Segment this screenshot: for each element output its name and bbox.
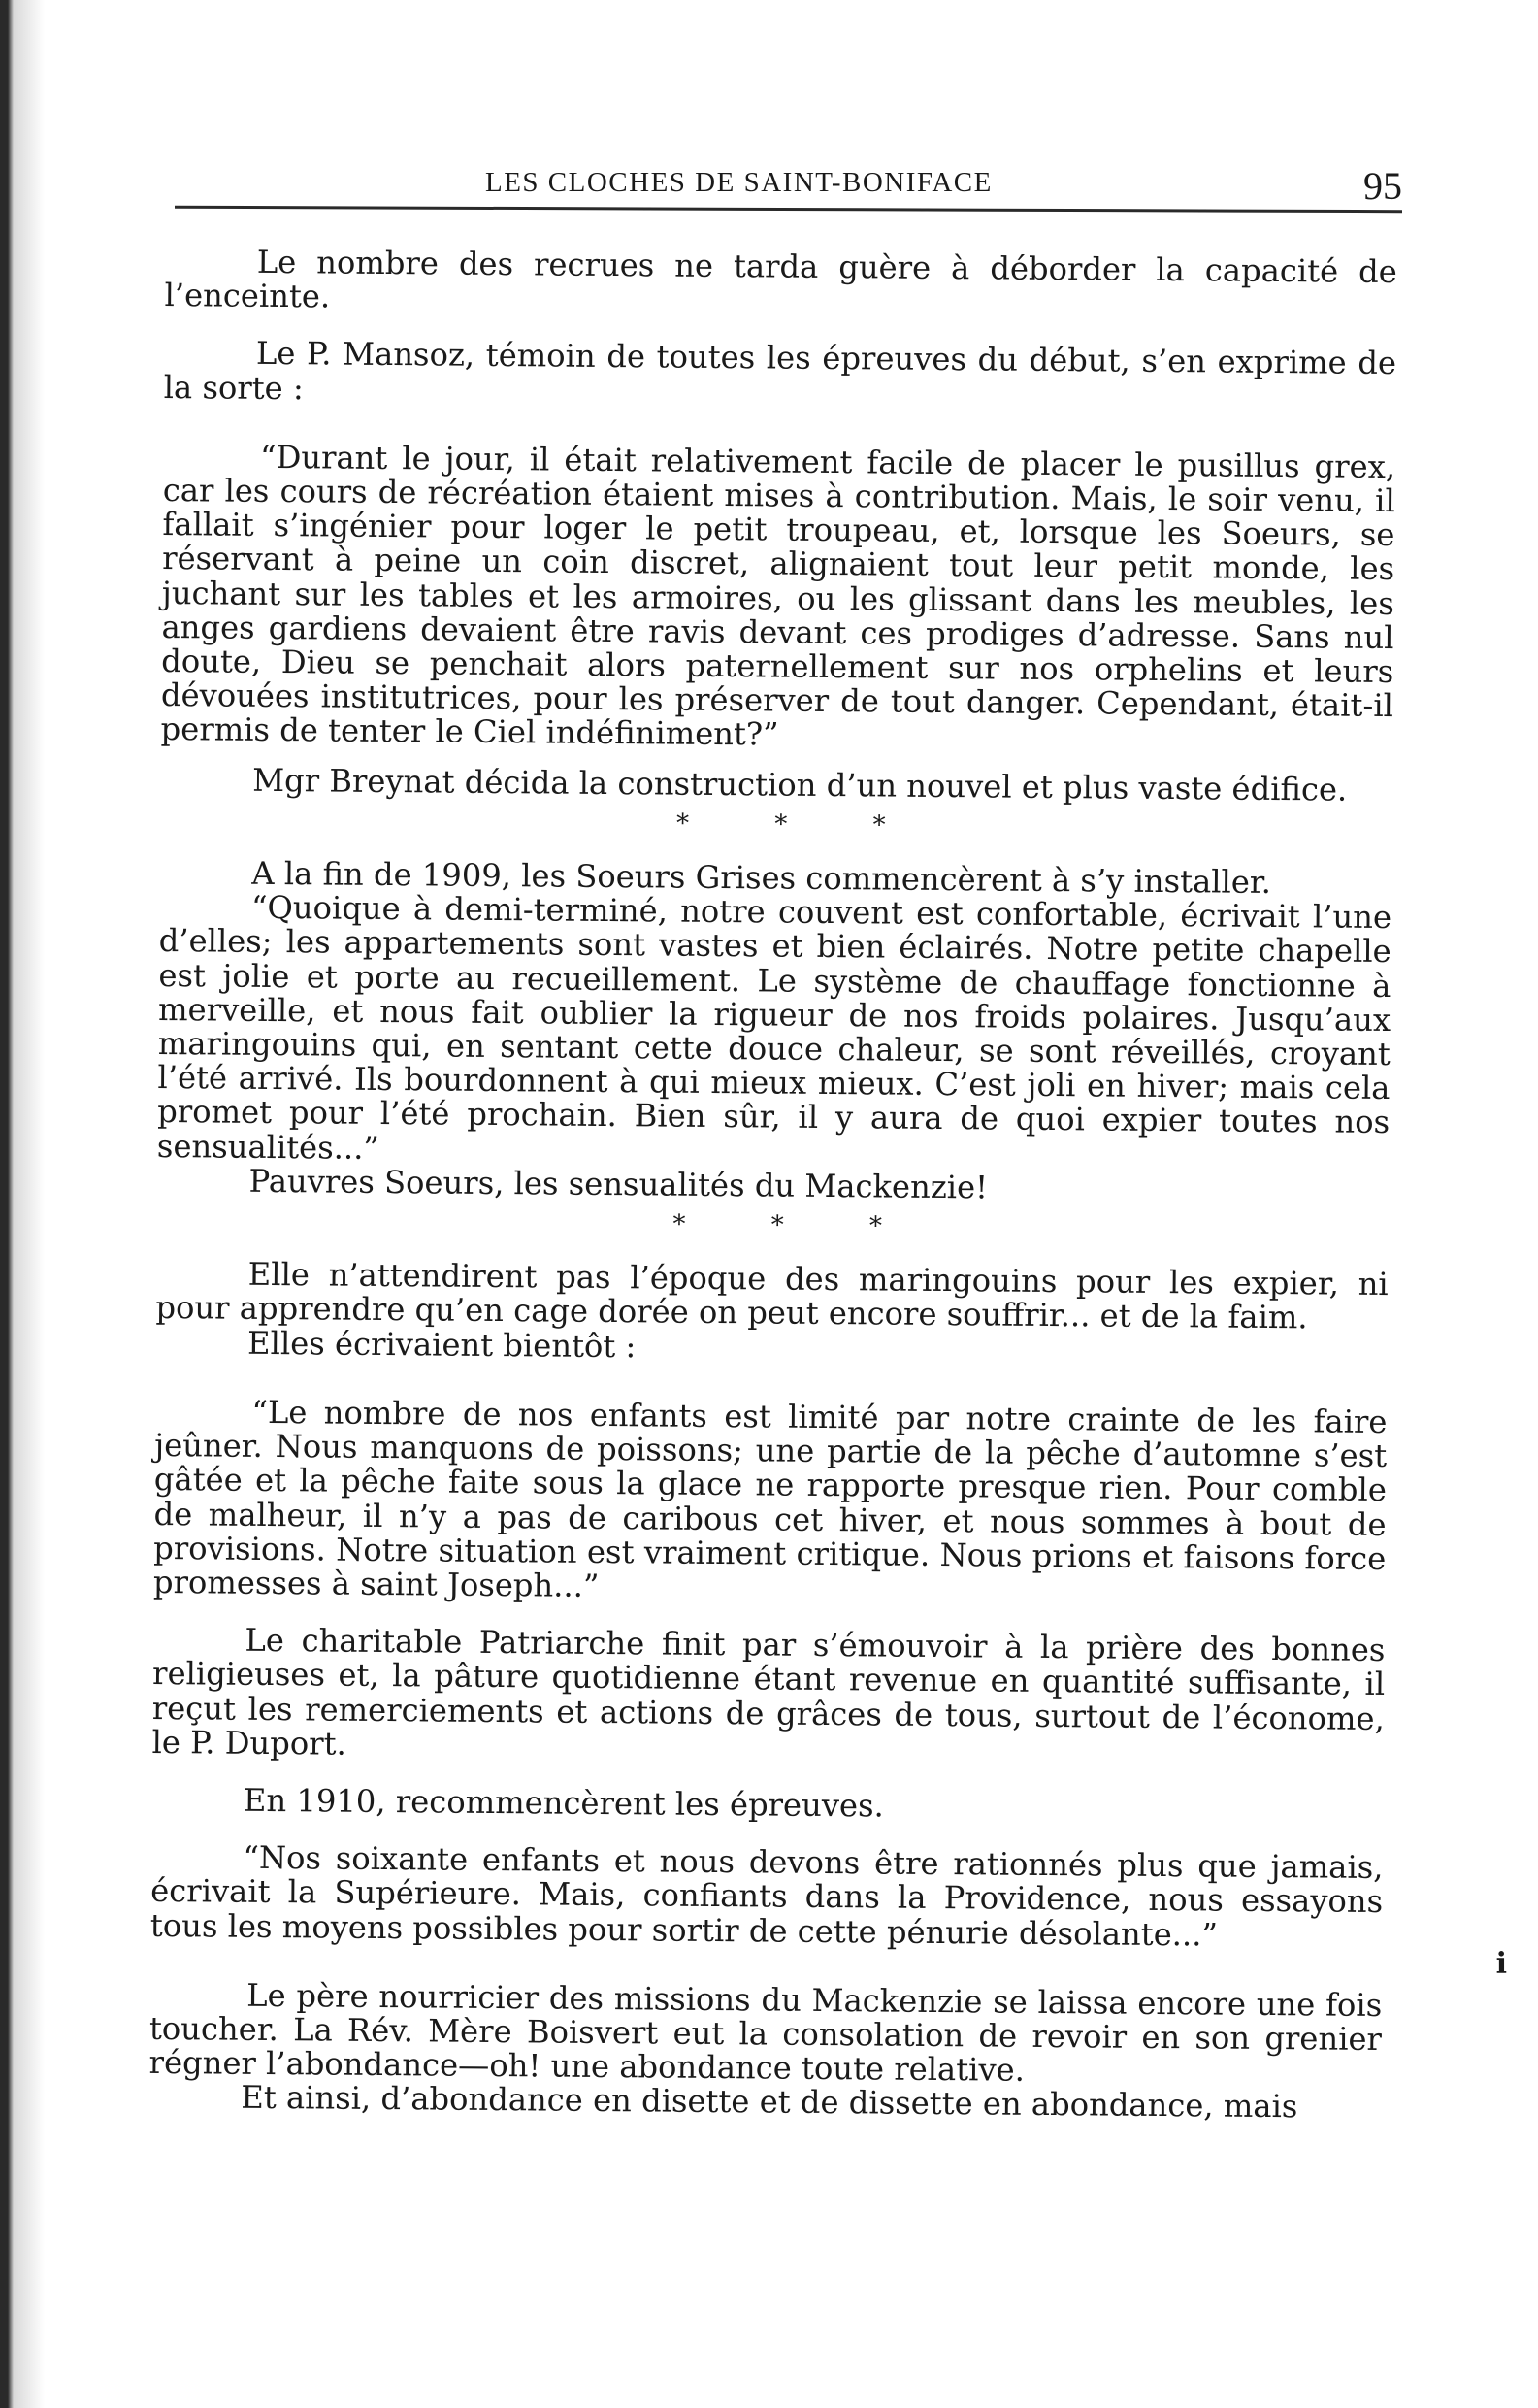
binding-edge-shadow (0, 0, 45, 2408)
paragraph-4: A la fin de 1909, les Soeurs Grises commencèrent à s’y installer. (251, 854, 1272, 902)
body-text (148, 245, 1397, 2126)
paragraph-3: Mgr Breynat décida la construction d’un nouvel et plus vaste édifice. (252, 761, 1348, 808)
page-number: 95 (1363, 164, 1402, 208)
running-head (175, 163, 1402, 208)
quotation-3: “Le nombre de nos enfants est limité par notre crainte de les faire jeûner. Nous manquons de poissons; une partie de la pêche d’automne s’est gâtée et la pêche faite sous la glace ne rapporte presque rien. Pour comble de malheur, il n’y a pas de caribous cet hiver, et nous sommes à bout de provisions. Notre situation est vraiment critique. Nous prions et faisons force promesses à saint Joseph...” (152, 1393, 1388, 1604)
paragraph-5: Pauvres Soeurs, les sensualités du Mackenzie! (248, 1162, 989, 1206)
paragraph-11: Et ainsi, d’abondance en disette et de dissette en abondance, mais (241, 2079, 1298, 2126)
quotation-2: “Quoique à demi-terminé, notre couvent est confortable, écrivait l’une d’elles; les appartements sont vastes et bien éclairés. Notre petite chapelle est jolie et porte au recueillement. Le système de chauffage fonctionne à merveille, et nous fait oublier la rigueur de nos froids polaires. Jusqu’aux maringouins qui, en sentant cette douce chaleur, se sont réveillés, croyant l’été arrivé. Ils bourdonnent à qui mieux mieux. C’est joli en hiver; mais cela promet pour l’été prochain. Bien sûr, il y aura de quoi expier toutes nos sensualités...” (156, 889, 1392, 1167)
section-separator-1: * * * (675, 808, 925, 841)
paragraph-10: Le père nourricier des missions du Mackenzie se laissa encore une fois toucher. La Rév. Mère Boisvert eut la consolation de revoir en son grenier régner l’abondance—oh! une abondance toute relative. (148, 1976, 1383, 2089)
margin-mark: i (1495, 1947, 1507, 1981)
paragraph-9: En 1910, recommencèrent les épreuves. (243, 1781, 884, 1825)
quotation-1: “Durant le jour, il était relativement facile de placer le pusillus grex, car les cours de récréation étaient mises à contribution. Mais, le soir venu, il fallait s’ingénier pour loger le petit troupeau, et, lorsque les Soeurs, se réservant à peine un coin discret, alignaient tout leur petit monde, les juchant sur les tables et les armoires, ou les glissant dans les meubles, les anges gardiens devaient être ravis devant ces prodiges d’adresse. Sans nul doute, Dieu se penchait alors paternellement sur nos orphelins et leurs dévouées institutrices, pour les préserver de tout danger. Cependant, était-il permis de tenter le Ciel indéfiniment?” (160, 438, 1396, 753)
paragraph-2: Le P. Mansoz, témoin de toutes les épreuves du début, s’en exprime de la sorte : (163, 335, 1397, 407)
running-title: LES CLOCHES DE SAINT-BONIFACE (485, 167, 993, 198)
paragraph-8: Le charitable Patriarche finit par s’émouvoir à la prière des bonnes religieuses et, la pâture quotidienne étant revenue en quantité suffisante, il reçut les remerciements et actions de grâces de tous, surtout de l’économe, le P. Duport. (151, 1621, 1386, 1763)
section-separator-2: * * * (672, 1209, 922, 1241)
quotation-4: “Nos soixante enfants et nous devons être rationnés plus que jamais, écrivait la Supérieure. Mais, confiants dans la Providence, nous essayons tous les moyens possibles pour sortir de cette pénurie désolante...” (149, 1838, 1384, 1954)
paragraph-6: Elle n’attendirent pas l’époque des maringouins pour les expier, ni pour apprendre qu’en cage dorée on peut encore souffrir... et de la faim. (155, 1256, 1389, 1336)
paragraph-1: Le nombre des recrues ne tarda guère à déborder la capacité de l’enceinte. (164, 243, 1397, 315)
paragraph-7: Elles écrivaient bientôt : (246, 1324, 637, 1365)
